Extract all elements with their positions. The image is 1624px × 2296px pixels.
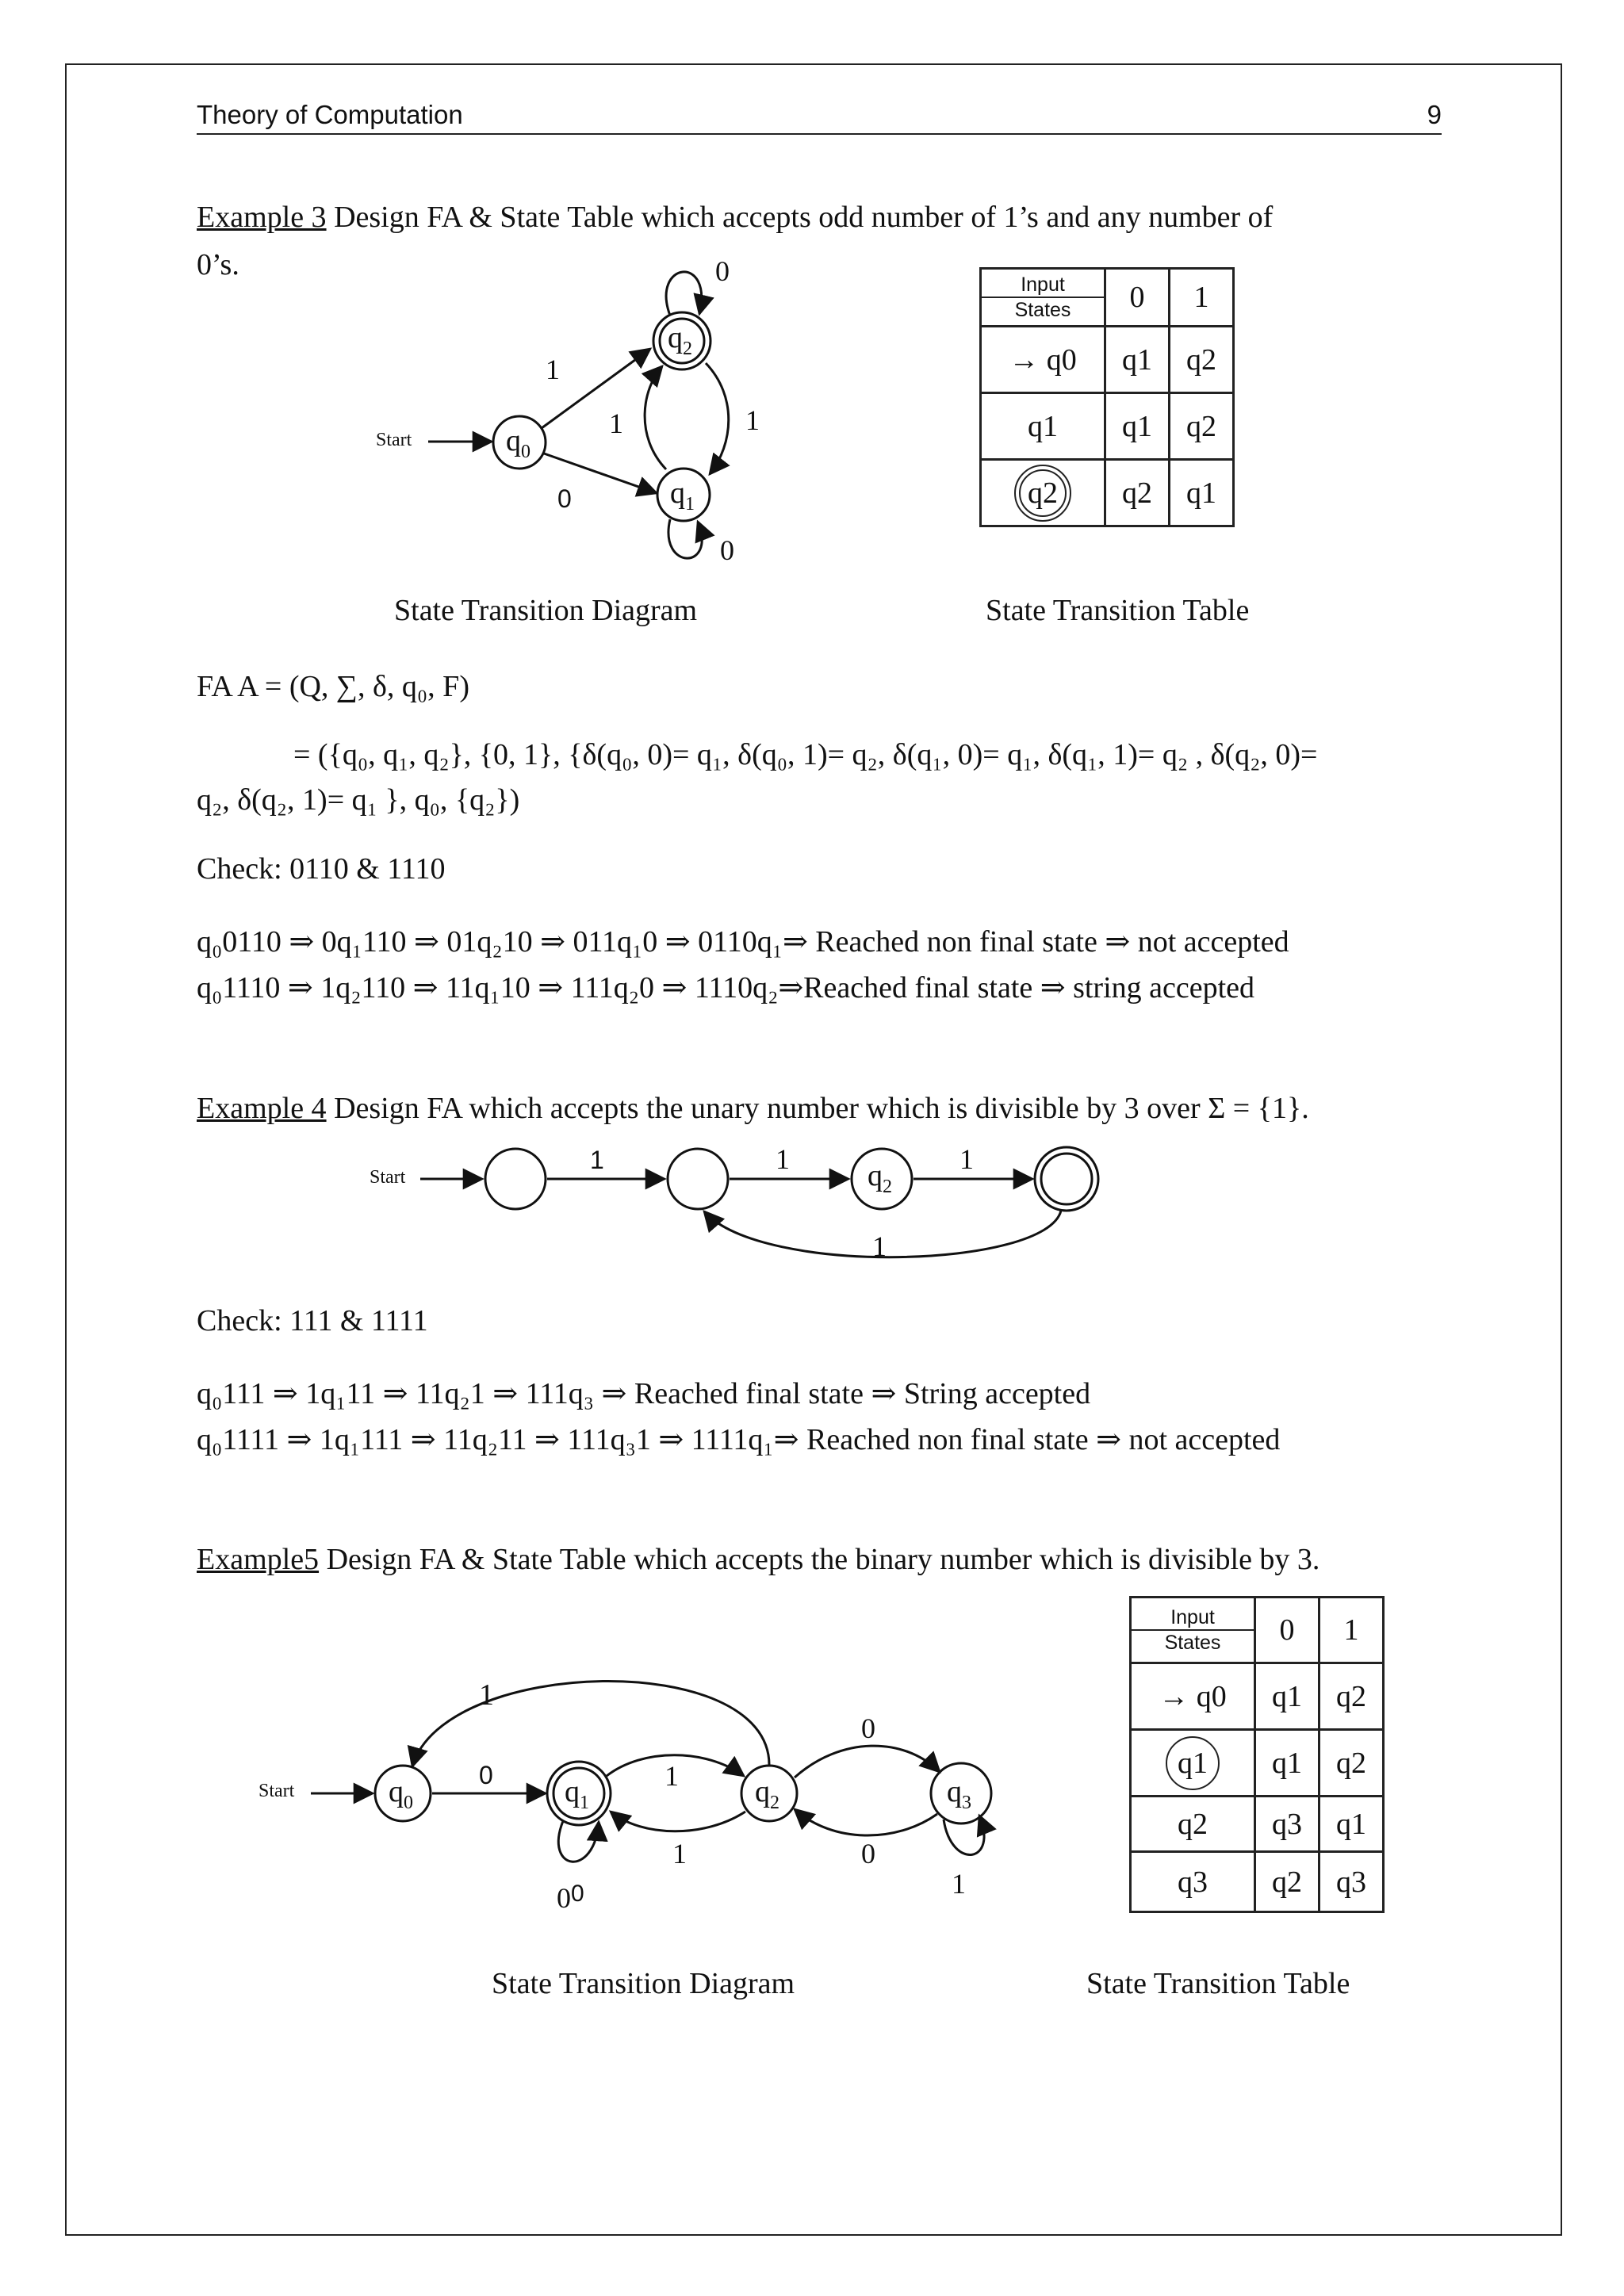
ex3-diagram-caption: State Transition Diagram: [394, 594, 698, 627]
ex5-table-caption: State Transition Table: [1086, 1967, 1350, 2000]
example3-text: Design FA & State Table which accepts odd number of 1’s and any number of: [326, 201, 1274, 234]
page-number: 9: [1427, 100, 1442, 129]
ex5-label-q1-loop-a: 0: [557, 1882, 571, 1914]
ex3-row-q0-on1: q2: [1170, 327, 1234, 393]
ex5-row-q1-label: q1: [1166, 1736, 1220, 1790]
ex3-label-q1-loop: 0: [720, 534, 734, 566]
ex3-check: Check: 0110 & 1110: [197, 852, 446, 886]
ex3-fa-def-2: = ({q₀, q₁, q₂}, {0, 1}, {δ(q₀, 0)= q₁, δ(q₀, 1)= q₂, δ(q₁, 0)= q₁, δ(q₁, 1)= q₂ , δ(q₂, 0)=: [293, 738, 1318, 771]
ex5-table-header-input: Input: [1132, 1605, 1254, 1631]
ex5-label-q2-q3: 0: [861, 1712, 875, 1744]
ex5-row-q1-on0: q1: [1255, 1730, 1320, 1797]
ex3-row-q1-on1: q2: [1170, 393, 1234, 460]
ex5-row-q2-on1: q1: [1320, 1797, 1384, 1852]
ex3-q2-label: $q_2$: [668, 321, 692, 359]
ex3-label-q2-loop: 0: [715, 255, 730, 287]
ex3-table-header-input: Input: [982, 273, 1104, 298]
ex3-row-q0-label: q0: [1046, 342, 1077, 377]
ex5-q1-label: $q_1$: [565, 1775, 589, 1813]
ex5-table-col-1: 1: [1320, 1598, 1384, 1663]
ex3-fa-def-3: q₂, δ(q₂, 1)= q₁ }, q₀, {q₂}): [197, 783, 520, 817]
ex5-row-q0-label: q0: [1196, 1679, 1227, 1713]
ex5-table-header-states: States: [1164, 1632, 1221, 1654]
ex5-state-table: [1129, 1596, 1385, 1913]
ex5-loop-q1: [558, 1821, 599, 1862]
ex3-row-q0-state: → q0: [981, 327, 1105, 393]
ex3-row-q2-on1: q1: [1170, 460, 1234, 526]
ex3-row-q1-state: q1: [981, 393, 1105, 460]
ex5-row-q1-on1: q2: [1320, 1730, 1384, 1797]
ex5-label-q2-q1: 1: [672, 1838, 687, 1869]
ex3-trace-1: q₀0110 ⇒ 0q₁110 ⇒ 01q₂10 ⇒ 011q₁0 ⇒ 0110q₁⇒ Reached non final state ⇒ not accepted: [197, 925, 1289, 959]
ex3-row-q1-on0: q1: [1105, 393, 1170, 460]
ex5-row-q3-on1: q3: [1320, 1852, 1384, 1912]
example4-label: Example 4: [197, 1092, 327, 1125]
ex5-diagram-caption: State Transition Diagram: [492, 1967, 795, 2000]
ex4-q2-label: $q_2$: [868, 1159, 892, 1197]
ex5-edge-q2-q3: [795, 1746, 940, 1777]
ex3-label-q0-q1: 0: [557, 484, 572, 513]
ex4-label-1: 1: [590, 1146, 604, 1174]
ex3-row-q2-on0: q2: [1105, 460, 1170, 526]
ex3-row-q2-label: q2: [1019, 469, 1067, 517]
ex5-row-q1-state: [1131, 1730, 1255, 1797]
ex5-row-q0-state: → q0: [1131, 1663, 1255, 1730]
ex3-label-q0-q2: 1: [546, 354, 560, 385]
ex5-q3-label: $q_3$: [947, 1775, 971, 1813]
ex5-edge-q2-q1: [611, 1812, 745, 1831]
ex5-table-header-corner: [1131, 1598, 1255, 1663]
ex3-label-q1-q2: 1: [609, 408, 623, 439]
ex4-label-2: 1: [776, 1143, 790, 1175]
ex4-trace-1: q₀111 ⇒ 1q₁11 ⇒ 11q₂1 ⇒ 111q₃ ⇒ Reached final state ⇒ String accepted: [197, 1377, 1091, 1410]
ex3-label-q2-q1: 1: [745, 404, 760, 436]
ex3-table-caption: State Transition Table: [986, 594, 1250, 627]
example3-text-line2: 0’s.: [197, 248, 239, 281]
ex5-label-q2-q0: 1: [479, 1678, 494, 1712]
ex3-fa-def-1: FA A = (Q, ∑, δ, q₀, F): [197, 670, 469, 703]
ex5-edge-q2-q0: [412, 1681, 769, 1766]
ex3-table-col-1: 1: [1170, 269, 1234, 327]
ex5-table-col-0: 0: [1255, 1598, 1320, 1663]
ex4-trace-2: q₀1111 ⇒ 1q₁111 ⇒ 11q₂11 ⇒ 111q₃1 ⇒ 1111q₁⇒ Reached non final state ⇒ not accepted: [197, 1423, 1281, 1456]
ex5-row-q3-state: q3: [1131, 1852, 1255, 1912]
ex5-edge-q3-q2: [795, 1809, 937, 1835]
ex5-label-q3-q2: 0: [861, 1838, 875, 1869]
ex5-label-q1-q2: 1: [665, 1760, 679, 1792]
ex3-row-q0-on0: q1: [1105, 327, 1170, 393]
ex5-start-label: Start: [259, 1781, 295, 1801]
ex5-row-q3-on0: q2: [1255, 1852, 1320, 1912]
ex5-label-q1-loop-b: 0: [571, 1881, 584, 1907]
ex4-label-back: 1: [872, 1230, 887, 1262]
example3-label: Example 3: [197, 201, 327, 234]
example5-label: Example5: [197, 1543, 320, 1576]
ex4-label-3: 1: [959, 1143, 974, 1175]
ex3-table-col-0: 0: [1105, 269, 1170, 327]
example4-text: Design FA which accepts the unary number which is divisible by 3 over Σ = {1}.: [326, 1092, 1309, 1125]
ex4-start-label: Start: [370, 1167, 406, 1188]
ex5-label-q0-q1: 0: [479, 1761, 493, 1789]
ex3-trace-2: q₀1110 ⇒ 1q₂110 ⇒ 11q₁10 ⇒ 111q₂0 ⇒ 1110q₂⇒Reached final state ⇒ string accepted: [197, 971, 1255, 1004]
ex3-q1-label: $q_1$: [670, 476, 695, 515]
ex3-table-header-states: States: [1014, 299, 1071, 321]
ex5-row-q2-on0: q3: [1255, 1797, 1320, 1852]
ex4-check: Check: 111 & 1111: [197, 1304, 428, 1337]
ex5-q0-label: $q_0$: [389, 1775, 413, 1813]
ex5-q2-label: $q_2$: [755, 1775, 779, 1813]
ex5-row-q0-on1: q2: [1320, 1663, 1384, 1730]
header-title: Theory of Computation: [197, 100, 463, 129]
ex3-start-label: Start: [376, 430, 412, 450]
ex5-row-q0-on0: q1: [1255, 1663, 1320, 1730]
ex5-row-q2-state: q2: [1131, 1797, 1255, 1852]
example5-text: Design FA & State Table which accepts the binary number which is divisible by 3.: [319, 1543, 1320, 1576]
ex3-q0-label: $q_0$: [506, 424, 530, 462]
ex5-label-q3-loop: 1: [952, 1868, 966, 1900]
